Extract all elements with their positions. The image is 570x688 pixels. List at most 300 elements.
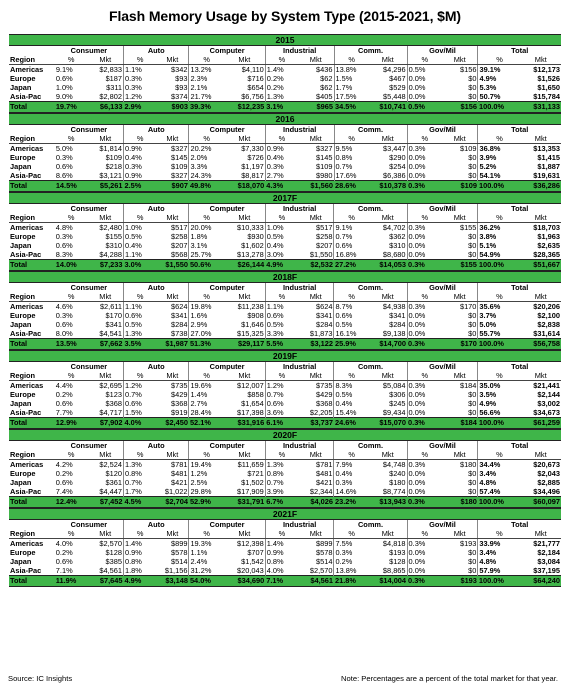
pct-column-header: % xyxy=(334,450,369,460)
pct-column-header: % xyxy=(189,134,224,144)
mkt-cell: $6,386 xyxy=(382,171,406,180)
pct-cell: 0.3% xyxy=(407,497,442,508)
pct-cell: 0.7% xyxy=(124,390,157,399)
mkt-cell: $517 xyxy=(316,223,333,232)
mkt-cell: $7,330 xyxy=(241,144,264,153)
column-group-header: Auto xyxy=(124,362,189,372)
mkt-column-header: Mkt xyxy=(88,292,124,302)
mkt-column-header: Mkt xyxy=(88,55,124,65)
region-label: Europe xyxy=(10,469,36,478)
column-group-header: Comm. xyxy=(334,520,407,530)
pct-cell: 0.9% xyxy=(124,144,157,154)
pct-cell: 0.7% xyxy=(334,232,369,241)
mkt-cell: $624 xyxy=(170,302,188,311)
pct-cell: 1.4% xyxy=(265,539,298,549)
pct-cell: 3.9% xyxy=(265,487,298,497)
year-table xyxy=(9,113,561,192)
mkt-cell: $310 xyxy=(389,241,406,250)
pct-cell: 5.2% xyxy=(478,162,521,171)
mkt-cell: $31,916 xyxy=(224,418,265,429)
pct-cell: 11.9% xyxy=(55,576,88,587)
mkt-cell: $421 xyxy=(316,478,333,487)
pct-cell: 0.6% xyxy=(334,311,369,320)
pct-cell: 0.5% xyxy=(407,102,442,113)
pct-cell: 0.0% xyxy=(407,390,442,399)
pct-cell: 0.0% xyxy=(407,83,442,92)
pct-column-header: % xyxy=(189,292,224,302)
mkt-cell: $207 xyxy=(316,241,333,250)
pct-column-header: % xyxy=(124,55,157,65)
mkt-cell: $306 xyxy=(389,390,406,399)
mkt-cell: $2,532 xyxy=(298,260,334,271)
column-group-header: Comm. xyxy=(334,204,407,214)
mkt-cell: $4,717 xyxy=(99,408,122,417)
pct-column-header: % xyxy=(124,292,157,302)
pct-cell: 29.8% xyxy=(189,487,224,497)
pct-cell: 28.4% xyxy=(189,408,224,418)
table-row xyxy=(9,539,561,549)
pct-cell: 50.7% xyxy=(478,92,521,102)
pct-cell: 3.6% xyxy=(265,408,298,418)
pct-cell: 7.1% xyxy=(265,576,298,587)
total-row xyxy=(9,418,561,429)
pct-cell: 0.3% xyxy=(265,162,298,171)
mkt-cell: $342 xyxy=(171,65,188,74)
pct-cell: 8.6% xyxy=(55,171,73,180)
pct-column-header: % xyxy=(334,55,369,65)
column-group-header: Consumer xyxy=(70,125,108,134)
mkt-cell: $903 xyxy=(156,102,189,113)
region-label: Europe xyxy=(10,153,36,162)
mkt-cell: $738 xyxy=(170,329,188,338)
mkt-cell: $514 xyxy=(316,557,333,566)
mkt-cell: $0 xyxy=(468,469,477,478)
mkt-cell: $93 xyxy=(175,74,188,83)
table-row xyxy=(9,329,561,339)
pct-cell: 15.4% xyxy=(334,408,369,418)
mkt-cell: $1,156 xyxy=(164,566,188,575)
column-group-header: Industrial xyxy=(265,520,334,530)
pct-cell: 13.8% xyxy=(334,65,369,75)
pct-cell: 0.3% xyxy=(407,260,442,271)
region-label: Asia-Pac xyxy=(10,408,42,417)
mkt-cell: $327 xyxy=(171,171,188,180)
pct-cell: 100.0% xyxy=(478,576,521,587)
mkt-cell: $1,502 xyxy=(241,478,264,487)
pct-cell: 35.0% xyxy=(478,381,521,391)
pct-cell: 3.4% xyxy=(478,469,521,478)
pct-cell: 50.6% xyxy=(189,260,224,271)
mkt-cell: $12,398 xyxy=(237,539,264,548)
mkt-cell: $721 xyxy=(247,469,264,478)
mkt-cell: $34,673 xyxy=(533,408,560,417)
tables-container xyxy=(9,34,561,587)
pct-cell: 0.6% xyxy=(55,320,73,329)
mkt-cell: $0 xyxy=(468,408,477,417)
table-row xyxy=(9,320,561,329)
mkt-cell: $436 xyxy=(316,65,333,74)
mkt-cell: $109 xyxy=(316,162,333,171)
pct-cell: 0.6% xyxy=(55,162,73,171)
mkt-cell: $2,695 xyxy=(99,381,122,390)
pct-cell: 0.4% xyxy=(265,241,298,250)
pct-cell: 0.9% xyxy=(265,548,298,557)
region-label: Europe xyxy=(10,232,36,241)
column-group-header: Total xyxy=(478,520,561,530)
pct-column-header: % xyxy=(334,213,369,223)
year-table xyxy=(9,271,561,350)
pct-cell: 0.0% xyxy=(407,74,442,83)
mkt-column-header: Mkt xyxy=(442,529,478,539)
mkt-cell: $0 xyxy=(468,232,477,241)
mkt-column-header: Mkt xyxy=(156,55,189,65)
pct-cell: 0.3% xyxy=(407,460,442,470)
column-group-header: Gov/Mil xyxy=(407,125,478,135)
region-column-header: Region xyxy=(9,55,55,65)
pct-cell: 9.0% xyxy=(55,92,73,101)
mkt-cell: $405 xyxy=(316,92,333,101)
pct-cell: 0.0% xyxy=(407,566,442,576)
mkt-cell: $624 xyxy=(316,302,333,311)
mkt-cell: $899 xyxy=(170,539,188,548)
pct-cell: 0.0% xyxy=(407,232,442,241)
table-row xyxy=(9,548,561,557)
year-header: 2017F xyxy=(9,193,561,204)
pct-cell: 4.5% xyxy=(124,497,157,508)
pct-column-header: % xyxy=(189,55,224,65)
mkt-cell: $3,122 xyxy=(298,339,334,350)
pct-cell: 100.0% xyxy=(478,181,521,192)
mkt-cell: $0 xyxy=(468,74,477,83)
mkt-column-header: Mkt xyxy=(369,292,407,302)
column-group-header: Computer xyxy=(189,520,265,530)
region-label: Japan xyxy=(10,83,32,92)
pct-cell: 1.3% xyxy=(265,460,298,470)
mkt-cell: $17,909 xyxy=(237,487,264,496)
pct-cell: 1.0% xyxy=(265,223,298,233)
mkt-column-header: Mkt xyxy=(520,213,561,223)
mkt-cell: $61,259 xyxy=(520,418,561,429)
pct-column-header: % xyxy=(334,134,369,144)
pct-column-header: % xyxy=(407,213,442,223)
mkt-cell: $2,205 xyxy=(309,408,333,417)
pct-cell: 2.0% xyxy=(189,153,224,162)
mkt-column-header: Mkt xyxy=(156,213,189,223)
mkt-cell: $2,704 xyxy=(156,497,189,508)
mkt-cell: $37,195 xyxy=(533,566,560,575)
pct-cell: 0.0% xyxy=(407,171,442,181)
mkt-cell: $218 xyxy=(105,162,123,171)
column-group-header: Comm. xyxy=(334,362,407,372)
mkt-column-header: Mkt xyxy=(88,371,124,381)
mkt-column-header: Mkt xyxy=(156,134,189,144)
pct-cell: 4.8% xyxy=(55,223,73,232)
mkt-cell: $707 xyxy=(247,548,264,557)
mkt-cell: $56,758 xyxy=(520,339,561,350)
pct-cell: 0.3% xyxy=(55,311,73,320)
pct-cell: 0.3% xyxy=(55,153,73,162)
mkt-cell: $1,814 xyxy=(99,144,123,153)
mkt-cell: $2,838 xyxy=(537,320,560,329)
pct-cell: 3.5% xyxy=(478,390,521,399)
pct-cell: 0.3% xyxy=(124,83,157,92)
column-group-header: Total xyxy=(478,204,561,214)
pct-cell: 2.9% xyxy=(124,102,157,113)
mkt-column-header: Mkt xyxy=(88,450,124,460)
mkt-column-header: Mkt xyxy=(88,529,124,539)
pct-cell: 1.3% xyxy=(124,329,157,339)
pct-column-header: % xyxy=(478,55,521,65)
mkt-cell: $362 xyxy=(389,232,406,241)
mkt-cell: $12,007 xyxy=(237,381,264,390)
mkt-column-header: Mkt xyxy=(298,450,334,460)
mkt-cell: $170 xyxy=(459,302,477,311)
mkt-cell: $128 xyxy=(389,557,406,566)
pct-cell: 4.6% xyxy=(55,302,73,311)
year-header: 2021F xyxy=(9,509,561,520)
pct-cell: 51.3% xyxy=(189,339,224,350)
column-group-header: Consumer xyxy=(70,520,108,529)
mkt-cell: $481 xyxy=(170,469,188,478)
mkt-cell: $155 xyxy=(442,260,478,271)
table-row xyxy=(9,171,561,181)
pct-cell: 23.2% xyxy=(334,497,369,508)
column-group-header: Comm. xyxy=(334,46,407,56)
total-row xyxy=(9,497,561,508)
mkt-cell: $0 xyxy=(468,92,477,101)
pct-cell: 0.3% xyxy=(407,418,442,429)
pct-cell: 7.5% xyxy=(334,539,369,549)
pct-cell: 0.6% xyxy=(55,241,73,250)
pct-cell: 57.9% xyxy=(478,566,521,576)
column-group-header: Industrial xyxy=(265,441,334,451)
pct-cell: 3.3% xyxy=(265,329,298,339)
pct-cell: 4.0% xyxy=(265,566,298,576)
pct-cell: 5.0% xyxy=(478,320,521,329)
region-column-header: Region xyxy=(9,134,55,144)
year-header: 2015 xyxy=(9,35,561,46)
pct-cell: 12.9% xyxy=(55,418,88,429)
column-group-header: Industrial xyxy=(265,283,334,293)
pct-cell: 4.4% xyxy=(55,381,73,390)
pct-cell: 3.4% xyxy=(478,548,521,557)
mkt-cell: $341 xyxy=(170,311,188,320)
region-label: Americas xyxy=(10,144,44,153)
mkt-cell: $368 xyxy=(105,399,122,408)
mkt-cell: $7,902 xyxy=(88,418,124,429)
mkt-cell: $93 xyxy=(175,83,188,92)
pct-column-header: % xyxy=(407,292,442,302)
pct-cell: 4.9% xyxy=(478,399,521,408)
mkt-column-header: Mkt xyxy=(520,371,561,381)
pct-cell: 49.8% xyxy=(189,181,224,192)
mkt-cell: $14,700 xyxy=(369,339,407,350)
pct-cell: 9.5% xyxy=(334,144,369,154)
region-label: Europe xyxy=(10,390,36,399)
region-label: Asia-Pac xyxy=(10,329,42,338)
mkt-cell: $10,741 xyxy=(369,102,407,113)
mkt-cell: $781 xyxy=(316,460,333,469)
mkt-cell: $0 xyxy=(468,320,477,329)
pct-column-header: % xyxy=(407,55,442,65)
column-group-header: Total xyxy=(478,362,561,372)
pct-cell: 19.7% xyxy=(55,102,88,113)
pct-cell: 4.9% xyxy=(265,260,298,271)
pct-cell: 24.6% xyxy=(334,418,369,429)
mkt-cell: $14,004 xyxy=(369,576,407,587)
pct-cell: 1.3% xyxy=(124,460,157,470)
mkt-cell: $735 xyxy=(170,381,188,390)
pct-column-header: % xyxy=(55,134,88,144)
mkt-cell: $8,680 xyxy=(382,250,406,259)
pct-cell: 0.5% xyxy=(334,390,369,399)
mkt-column-header: Mkt xyxy=(224,529,265,539)
region-label: Americas xyxy=(10,302,44,311)
pct-cell: 52.9% xyxy=(189,497,224,508)
mkt-cell: $4,447 xyxy=(99,487,122,496)
mkt-cell: $2,184 xyxy=(537,548,560,557)
pct-cell: 0.0% xyxy=(407,399,442,408)
pct-cell: 1.0% xyxy=(55,83,73,92)
pct-cell: 3.0% xyxy=(265,250,298,260)
pct-cell: 1.2% xyxy=(124,92,157,102)
region-label: Americas xyxy=(10,381,44,390)
pct-cell: 39.3% xyxy=(189,102,224,113)
mkt-cell: $7,645 xyxy=(88,576,124,587)
pct-cell: 0.0% xyxy=(407,162,442,171)
mkt-cell: $120 xyxy=(105,469,122,478)
table-row xyxy=(9,381,561,391)
pct-cell: 1.2% xyxy=(124,381,157,391)
mkt-cell: $20,043 xyxy=(237,566,264,575)
pct-cell: 4.0% xyxy=(124,418,157,429)
region-label: Total xyxy=(9,418,55,429)
pct-cell: 0.8% xyxy=(124,469,157,478)
mkt-cell: $0 xyxy=(468,171,477,180)
pct-cell: 5.1% xyxy=(478,241,521,250)
region-label: Total xyxy=(9,576,55,587)
column-group-header: Total xyxy=(478,283,561,293)
mkt-cell: $0 xyxy=(468,557,477,566)
mkt-cell: $1,415 xyxy=(537,153,560,162)
source-note: Source: IC Insights xyxy=(8,674,73,683)
mkt-cell: $180 xyxy=(389,478,406,487)
pct-cell: 7.9% xyxy=(334,460,369,470)
pct-cell: 0.4% xyxy=(265,153,298,162)
mkt-cell: $258 xyxy=(170,232,188,241)
mkt-cell: $13,943 xyxy=(369,497,407,508)
mkt-cell: $284 xyxy=(170,320,188,329)
mkt-cell: $193 xyxy=(442,576,478,587)
pct-cell: 19.4% xyxy=(189,460,224,470)
column-group-header: Gov/Mil xyxy=(407,46,478,56)
mkt-column-header: Mkt xyxy=(442,134,478,144)
mkt-column-header: Mkt xyxy=(369,529,407,539)
blank-cell xyxy=(9,283,55,293)
pct-cell: 0.5% xyxy=(265,232,298,241)
pct-cell: 1.1% xyxy=(265,302,298,312)
mkt-cell: $2,100 xyxy=(537,311,560,320)
mkt-cell: $123 xyxy=(105,390,122,399)
column-group-header: Consumer xyxy=(70,204,108,213)
pct-cell: 1.2% xyxy=(265,381,298,391)
pct-cell: 3.9% xyxy=(478,153,521,162)
pct-cell: 4.8% xyxy=(478,478,521,487)
pct-cell: 16.1% xyxy=(334,329,369,339)
pct-column-header: % xyxy=(55,55,88,65)
total-row xyxy=(9,339,561,350)
mkt-cell: $0 xyxy=(468,162,477,171)
pct-cell: 55.7% xyxy=(478,329,521,339)
mkt-cell: $2,450 xyxy=(156,418,189,429)
pct-cell: 52.1% xyxy=(189,418,224,429)
mkt-cell: $1,197 xyxy=(241,162,264,171)
pct-column-header: % xyxy=(124,371,157,381)
year-header: 2016 xyxy=(9,114,561,125)
pct-cell: 1.2% xyxy=(189,469,224,478)
column-group-header: Gov/Mil xyxy=(407,520,478,530)
mkt-column-header: Mkt xyxy=(369,213,407,223)
pct-cell: 0.5% xyxy=(265,320,298,329)
table-row xyxy=(9,487,561,497)
region-label: Japan xyxy=(10,162,32,171)
mkt-cell: $421 xyxy=(170,478,188,487)
mkt-cell: $12,235 xyxy=(224,102,265,113)
pct-cell: 5.5% xyxy=(265,339,298,350)
pct-cell: 1.5% xyxy=(334,74,369,83)
pct-cell: 0.3% xyxy=(407,223,442,233)
mkt-cell: $62 xyxy=(320,83,333,92)
mkt-cell: $965 xyxy=(298,102,334,113)
mkt-cell: $3,447 xyxy=(382,144,406,153)
mkt-cell: $18,703 xyxy=(533,223,560,232)
mkt-column-header: Mkt xyxy=(521,134,562,144)
pct-cell: 1.1% xyxy=(124,302,157,312)
column-group-header: Total xyxy=(478,441,561,451)
mkt-cell: $19,631 xyxy=(533,171,560,180)
mkt-cell: $429 xyxy=(170,390,188,399)
pct-cell: 0.2% xyxy=(334,557,369,566)
pct-cell: 1.8% xyxy=(124,566,157,576)
blank-cell xyxy=(9,520,55,530)
column-group-header: Industrial xyxy=(265,125,334,135)
pct-cell: 0.0% xyxy=(407,487,442,497)
table-row xyxy=(9,250,561,260)
region-label: Asia-Pac xyxy=(10,250,42,259)
pct-column-header: % xyxy=(478,529,521,539)
pct-cell: 21.7% xyxy=(189,92,224,102)
mkt-cell: $8,865 xyxy=(382,566,406,575)
mkt-column-header: Mkt xyxy=(298,292,334,302)
mkt-cell: $2,885 xyxy=(537,478,560,487)
column-group-header: Industrial xyxy=(265,204,334,214)
pct-cell: 2.1% xyxy=(189,83,224,92)
mkt-column-header: Mkt xyxy=(520,292,561,302)
pct-cell: 0.8% xyxy=(265,469,298,478)
mkt-cell: $156 xyxy=(460,65,477,74)
mkt-cell: $4,818 xyxy=(382,539,406,548)
pct-cell: 17.5% xyxy=(334,92,369,102)
table-row xyxy=(9,302,561,312)
pct-cell: 1.8% xyxy=(189,232,224,241)
column-group-header: Auto xyxy=(124,46,189,56)
mkt-cell: $930 xyxy=(247,232,264,241)
mkt-cell: $1,560 xyxy=(298,181,334,192)
pct-cell: 5.0% xyxy=(55,144,73,153)
mkt-cell: $0 xyxy=(468,250,477,259)
mkt-cell: $2,043 xyxy=(537,469,560,478)
footnote: Note: Percentages are a percent of the total market for that year. xyxy=(341,674,558,683)
